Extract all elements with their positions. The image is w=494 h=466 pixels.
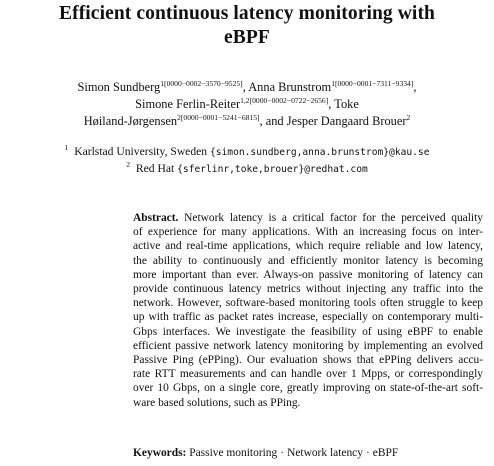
abstract-line: ware based solutions, such as PPing.	[133, 396, 301, 409]
abstract-line: rate RTT measurements and can handle over 1 Mpps, or correspondingly	[133, 368, 483, 381]
author-superscript: 2[0000−0001−5241−6815]	[177, 113, 260, 122]
abstract-label: Abstract.	[133, 212, 179, 224]
keyword-item: Network latency	[287, 447, 363, 459]
keyword-item: Passive monitoring	[189, 447, 278, 459]
abstract-line: network. However, software-based monitoring tools often struggle to keep	[133, 297, 483, 310]
author-name: Anna Brunstrom	[248, 80, 332, 94]
abstract-line: active and real-time applications, which require reliable and low latency,	[133, 240, 483, 253]
affiliation-1	[0, 145, 494, 159]
abstract-line-text: Network latency is a critical factor for the perceived quality	[184, 212, 483, 224]
abstract-line: the ability to continuously and efficiently monitor latency is becoming	[133, 254, 483, 267]
affiliation-name: Red Hat	[135, 162, 175, 175]
abstract-line: Gbps interfaces. We investigate the feasibility of using eBPF to enable	[133, 325, 483, 338]
author-separator: ,	[242, 80, 246, 94]
abstract-line: up with traffic as packet rates increase, especially on contemporary multi-	[133, 311, 483, 324]
abstract-line	[133, 211, 483, 225]
author-line-3	[0, 114, 494, 130]
author-name: Simone Ferlin-Reiter	[135, 97, 241, 111]
affiliation-email: {sferlinr,toke,brouer}@redhat.com	[177, 164, 368, 175]
author-separator: ,	[413, 80, 417, 94]
keyword-item: eBPF	[372, 447, 399, 459]
affiliation-name: Karlstad University, Sweden	[74, 145, 208, 158]
affiliation-email: {simon.sundberg,anna.brunstrom}@kau.se	[209, 147, 430, 158]
author-name: Jesper Dangaard Brouer	[286, 114, 407, 128]
author-line-2	[0, 97, 494, 113]
affiliation-superscript: 2	[126, 160, 131, 169]
author-superscript: 1[0000−0002−3570−9525]	[160, 79, 243, 88]
author-separator: , and	[259, 114, 284, 128]
author-line-1	[0, 80, 494, 96]
abstract-line: efficient passive network latency monitoring by implementing an evolved	[133, 339, 483, 352]
abstract-line: Passive Ping (ePPing). Our evaluation shows that ePPing delivers accu-	[133, 354, 483, 366]
abstract-line: of experience for many applications. With an increasing focus on inter-	[133, 226, 483, 239]
author-name: Toke	[334, 97, 359, 111]
author-separator: ,	[328, 97, 332, 111]
abstract-line: more important than ever. Always-on passive monitoring of latency can	[133, 268, 483, 281]
keywords-label: Keywords:	[133, 447, 187, 459]
abstract-line: provide continuous latency metrics without injecting any traffic into the	[133, 283, 483, 295]
author-superscript: 2	[406, 113, 411, 122]
author-name: Høiland-Jørgensen	[83, 114, 178, 128]
paper-title-line-1: Efficient continuous latency monitoring with	[59, 3, 435, 24]
keyword-separator: ·	[280, 447, 285, 459]
paper-title-line-2: eBPF	[224, 27, 270, 48]
affiliation-superscript: 1	[64, 143, 69, 152]
author-superscript: 1,2[0000−0002−0722−2656]	[240, 96, 329, 105]
abstract-line: over 10 Gbps, on a single core, greatly improving on state-of-the-art soft-	[133, 382, 483, 395]
affiliation-2	[0, 162, 494, 176]
keyword-separator: ·	[365, 447, 370, 459]
keywords	[133, 446, 483, 460]
author-superscript: 1[0000−0001−7311−9334]	[331, 79, 414, 88]
author-name: Simon Sundberg	[77, 80, 161, 94]
